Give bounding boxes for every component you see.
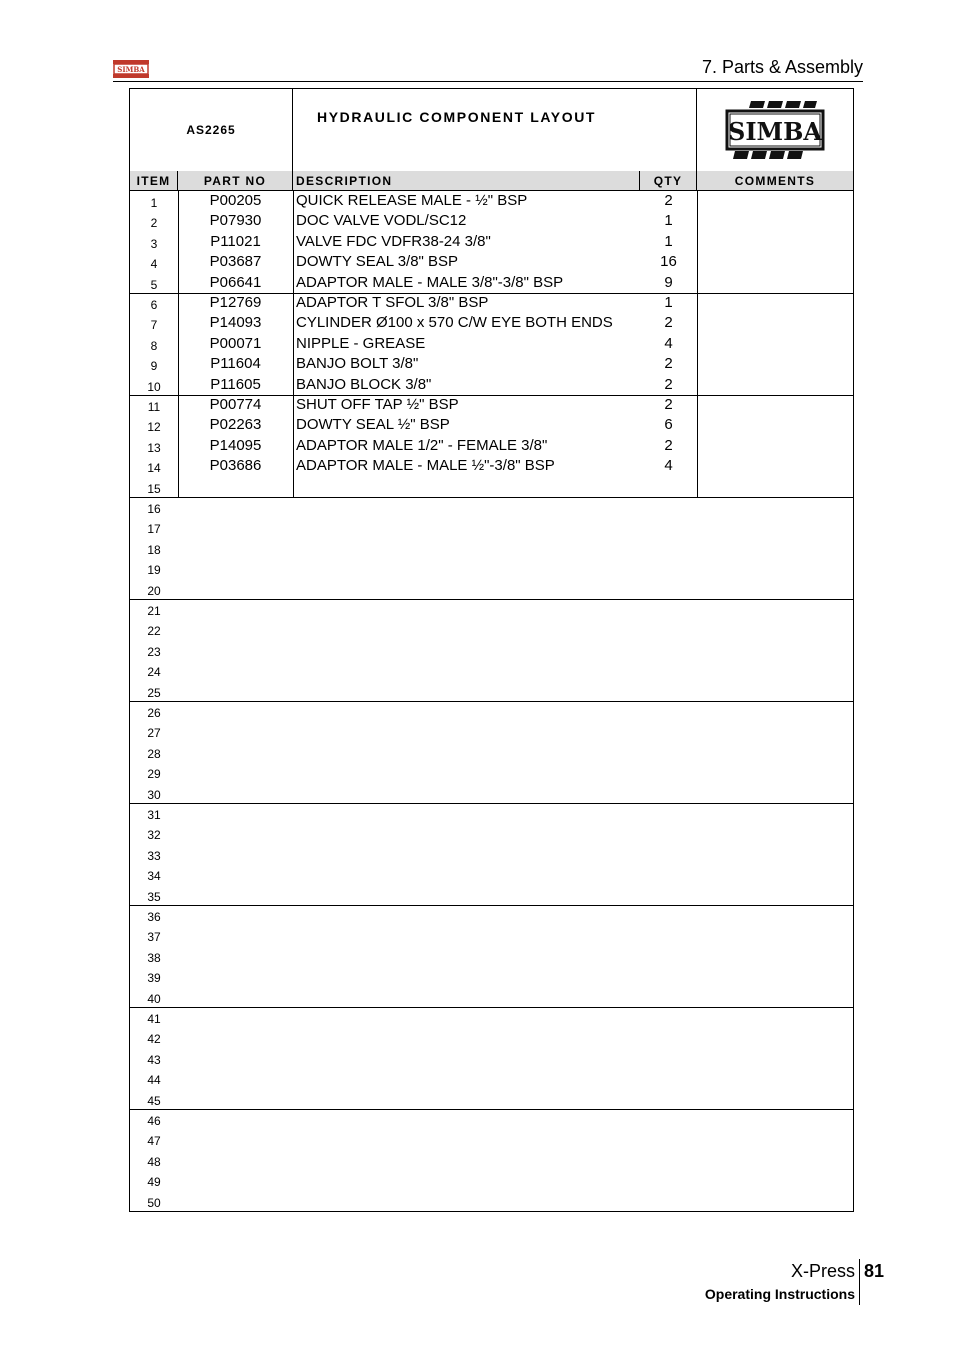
table-row (130, 579, 853, 599)
table-row (130, 538, 853, 558)
row-description: QUICK RELEASE MALE - ½" BSP (296, 192, 528, 209)
col-description: DESCRIPTION (293, 171, 640, 190)
header-logo-text: SIMBA (117, 65, 145, 74)
table-row (130, 619, 853, 639)
row-qty: 1 (664, 232, 673, 250)
row-item: 50 (147, 1195, 161, 1210)
column-header-row (130, 171, 853, 191)
row-qty: 6 (664, 416, 673, 434)
assembly-title: HYDRAULIC COMPONENT LAYOUT (293, 89, 697, 171)
row-part-no: P03686 (209, 457, 262, 475)
row-part-no: P00205 (209, 192, 262, 209)
row-item: 38 (147, 950, 161, 965)
row-description: ADAPTOR T SFOL 3/8" BSP (296, 294, 489, 311)
table-row (130, 1068, 853, 1088)
table-row (130, 497, 853, 517)
row-description: NIPPLE - GREASE (296, 334, 426, 352)
row-qty: 2 (664, 314, 673, 332)
row-item: 25 (147, 685, 161, 700)
row-qty: 2 (664, 436, 673, 454)
row-part-no: P02263 (209, 416, 262, 434)
table-row (130, 395, 853, 415)
table-row (130, 599, 853, 619)
row-item: 30 (147, 787, 161, 802)
table-row (130, 1191, 853, 1211)
row-part-no: P11605 (210, 375, 261, 393)
row-item: 45 (147, 1093, 161, 1108)
table-row (130, 313, 853, 333)
table-row (130, 477, 853, 497)
table-row (130, 211, 853, 231)
row-item: 26 (147, 706, 161, 720)
row-item: 29 (147, 767, 161, 782)
row-description: ADAPTOR MALE - MALE ½"-3/8" BSP (296, 457, 555, 475)
row-qty: 4 (664, 457, 673, 475)
row-item: 23 (147, 644, 161, 659)
row-qty: 1 (664, 294, 673, 311)
row-description: DOWTY SEAL 3/8" BSP (296, 253, 459, 271)
row-item: 40 (147, 991, 161, 1006)
row-item: 46 (147, 1114, 161, 1128)
table-row (130, 885, 853, 905)
row-item: 8 (150, 338, 158, 353)
table-row (130, 375, 853, 395)
table-row (130, 966, 853, 986)
table-row (130, 925, 853, 945)
row-item: 22 (147, 624, 161, 639)
table-row (130, 681, 853, 701)
row-description: SHUT OFF TAP ½" BSP (296, 396, 459, 413)
row-item: 10 (147, 379, 161, 394)
row-item: 27 (147, 726, 161, 741)
table-row (130, 823, 853, 843)
row-description: DOC VALVE VODL/SC12 (296, 212, 467, 230)
table-row (130, 1089, 853, 1109)
table-row (130, 640, 853, 660)
row-part-no: P12769 (209, 294, 262, 311)
row-part-no: P14095 (209, 436, 262, 454)
table-row (130, 864, 853, 884)
row-item: 18 (147, 542, 161, 557)
table-row (130, 803, 853, 823)
row-part-no: P06641 (209, 273, 262, 291)
table-row (130, 558, 853, 578)
row-item: 31 (147, 808, 161, 822)
row-item: 21 (147, 604, 161, 618)
row-item: 49 (147, 1175, 161, 1190)
table-row (130, 783, 853, 803)
row-item: 1 (150, 196, 158, 210)
row-item: 7 (150, 318, 158, 333)
header-rule (113, 81, 863, 82)
table-row (130, 1150, 853, 1170)
brand-logo (697, 89, 853, 171)
row-item: 5 (150, 277, 158, 292)
row-item: 42 (147, 1032, 161, 1047)
table-row (130, 905, 853, 925)
row-item: 4 (150, 257, 158, 272)
row-qty: 2 (664, 396, 673, 413)
simba-logo-icon (725, 99, 825, 161)
row-part-no: P11021 (210, 232, 261, 250)
table-row (130, 721, 853, 741)
row-item: 48 (147, 1154, 161, 1169)
row-item: 17 (147, 522, 161, 537)
row-item: 41 (147, 1012, 161, 1026)
row-item: 28 (147, 746, 161, 761)
row-item: 34 (147, 869, 161, 884)
assembly-code: AS2265 (130, 89, 293, 171)
parts-table (129, 88, 854, 1212)
row-item: 19 (147, 563, 161, 578)
logo-text: SIMBA (727, 117, 823, 146)
table-row (130, 1007, 853, 1027)
table-row (130, 742, 853, 762)
row-item: 47 (147, 1134, 161, 1149)
col-qty: QTY (640, 171, 697, 190)
section-title: 7. Parts & Assembly (701, 57, 863, 77)
table-row (130, 1027, 853, 1047)
row-qty: 16 (660, 253, 677, 271)
title-block (130, 89, 853, 172)
row-item: 44 (147, 1073, 161, 1088)
row-part-no: P07930 (209, 212, 262, 230)
document-subtitle: Operating Instructions (704, 1286, 855, 1302)
table-row (130, 987, 853, 1007)
row-item: 14 (147, 461, 161, 476)
table-row (130, 354, 853, 374)
table-row (130, 1170, 853, 1190)
col-item: ITEM (130, 171, 178, 190)
row-qty: 2 (664, 192, 673, 209)
row-item: 33 (147, 848, 161, 863)
header-logo (113, 60, 149, 78)
row-qty: 1 (664, 212, 673, 230)
row-item: 6 (150, 298, 158, 312)
col-comments: COMMENTS (734, 174, 816, 188)
row-item: 3 (150, 236, 158, 251)
row-description: VALVE FDC VDFR38-24 3/8" (296, 232, 491, 250)
row-part-no: P00774 (209, 396, 262, 413)
row-part-no: P03687 (209, 253, 262, 271)
table-row (130, 517, 853, 537)
row-item: 32 (147, 828, 161, 843)
row-qty: 4 (664, 334, 673, 352)
row-description: BANJO BOLT 3/8" (296, 355, 419, 373)
row-item: 37 (147, 930, 161, 945)
row-item: 16 (147, 502, 161, 516)
row-item: 24 (147, 665, 161, 680)
table-row (130, 415, 853, 435)
row-item: 36 (147, 910, 161, 924)
row-part-no: P00071 (209, 334, 262, 352)
table-row (130, 334, 853, 354)
table-row (130, 946, 853, 966)
table-row (130, 456, 853, 476)
table-row (130, 762, 853, 782)
footer-divider (859, 1259, 860, 1305)
row-item: 12 (147, 420, 161, 435)
row-description: ADAPTOR MALE 1/2" - FEMALE 3/8" (296, 436, 548, 454)
row-description: DOWTY SEAL ½" BSP (296, 416, 450, 434)
col-part-no: PART NO (178, 171, 293, 190)
row-description: ADAPTOR MALE - MALE 3/8"-3/8" BSP (296, 273, 564, 291)
table-row (130, 701, 853, 721)
row-item: 9 (150, 359, 158, 374)
row-description: CYLINDER Ø100 x 570 C/W EYE BOTH ENDS (296, 314, 613, 332)
row-part-no: P14093 (209, 314, 262, 332)
row-qty: 2 (664, 375, 673, 393)
row-description: BANJO BLOCK 3/8" (296, 375, 432, 393)
table-row (130, 232, 853, 252)
table-row (130, 436, 853, 456)
row-item: 35 (147, 889, 161, 904)
table-row (130, 660, 853, 680)
row-item: 15 (147, 481, 161, 496)
row-part-no: P11604 (210, 355, 261, 373)
table-row (130, 844, 853, 864)
row-item: 11 (147, 400, 161, 414)
row-qty: 9 (664, 273, 673, 291)
row-item: 20 (147, 583, 161, 598)
row-qty: 2 (664, 355, 673, 373)
table-row (130, 293, 853, 313)
product-name: X-Press (790, 1261, 855, 1281)
row-item: 2 (150, 216, 158, 231)
table-row (130, 191, 853, 211)
table-row (130, 1048, 853, 1068)
row-item: 13 (147, 440, 161, 455)
table-row (130, 273, 853, 293)
row-item: 39 (147, 971, 161, 986)
table-row (130, 1109, 853, 1129)
table-row (130, 1129, 853, 1149)
row-item: 43 (147, 1052, 161, 1067)
page-number: 81 (864, 1261, 885, 1281)
table-row (130, 252, 853, 272)
